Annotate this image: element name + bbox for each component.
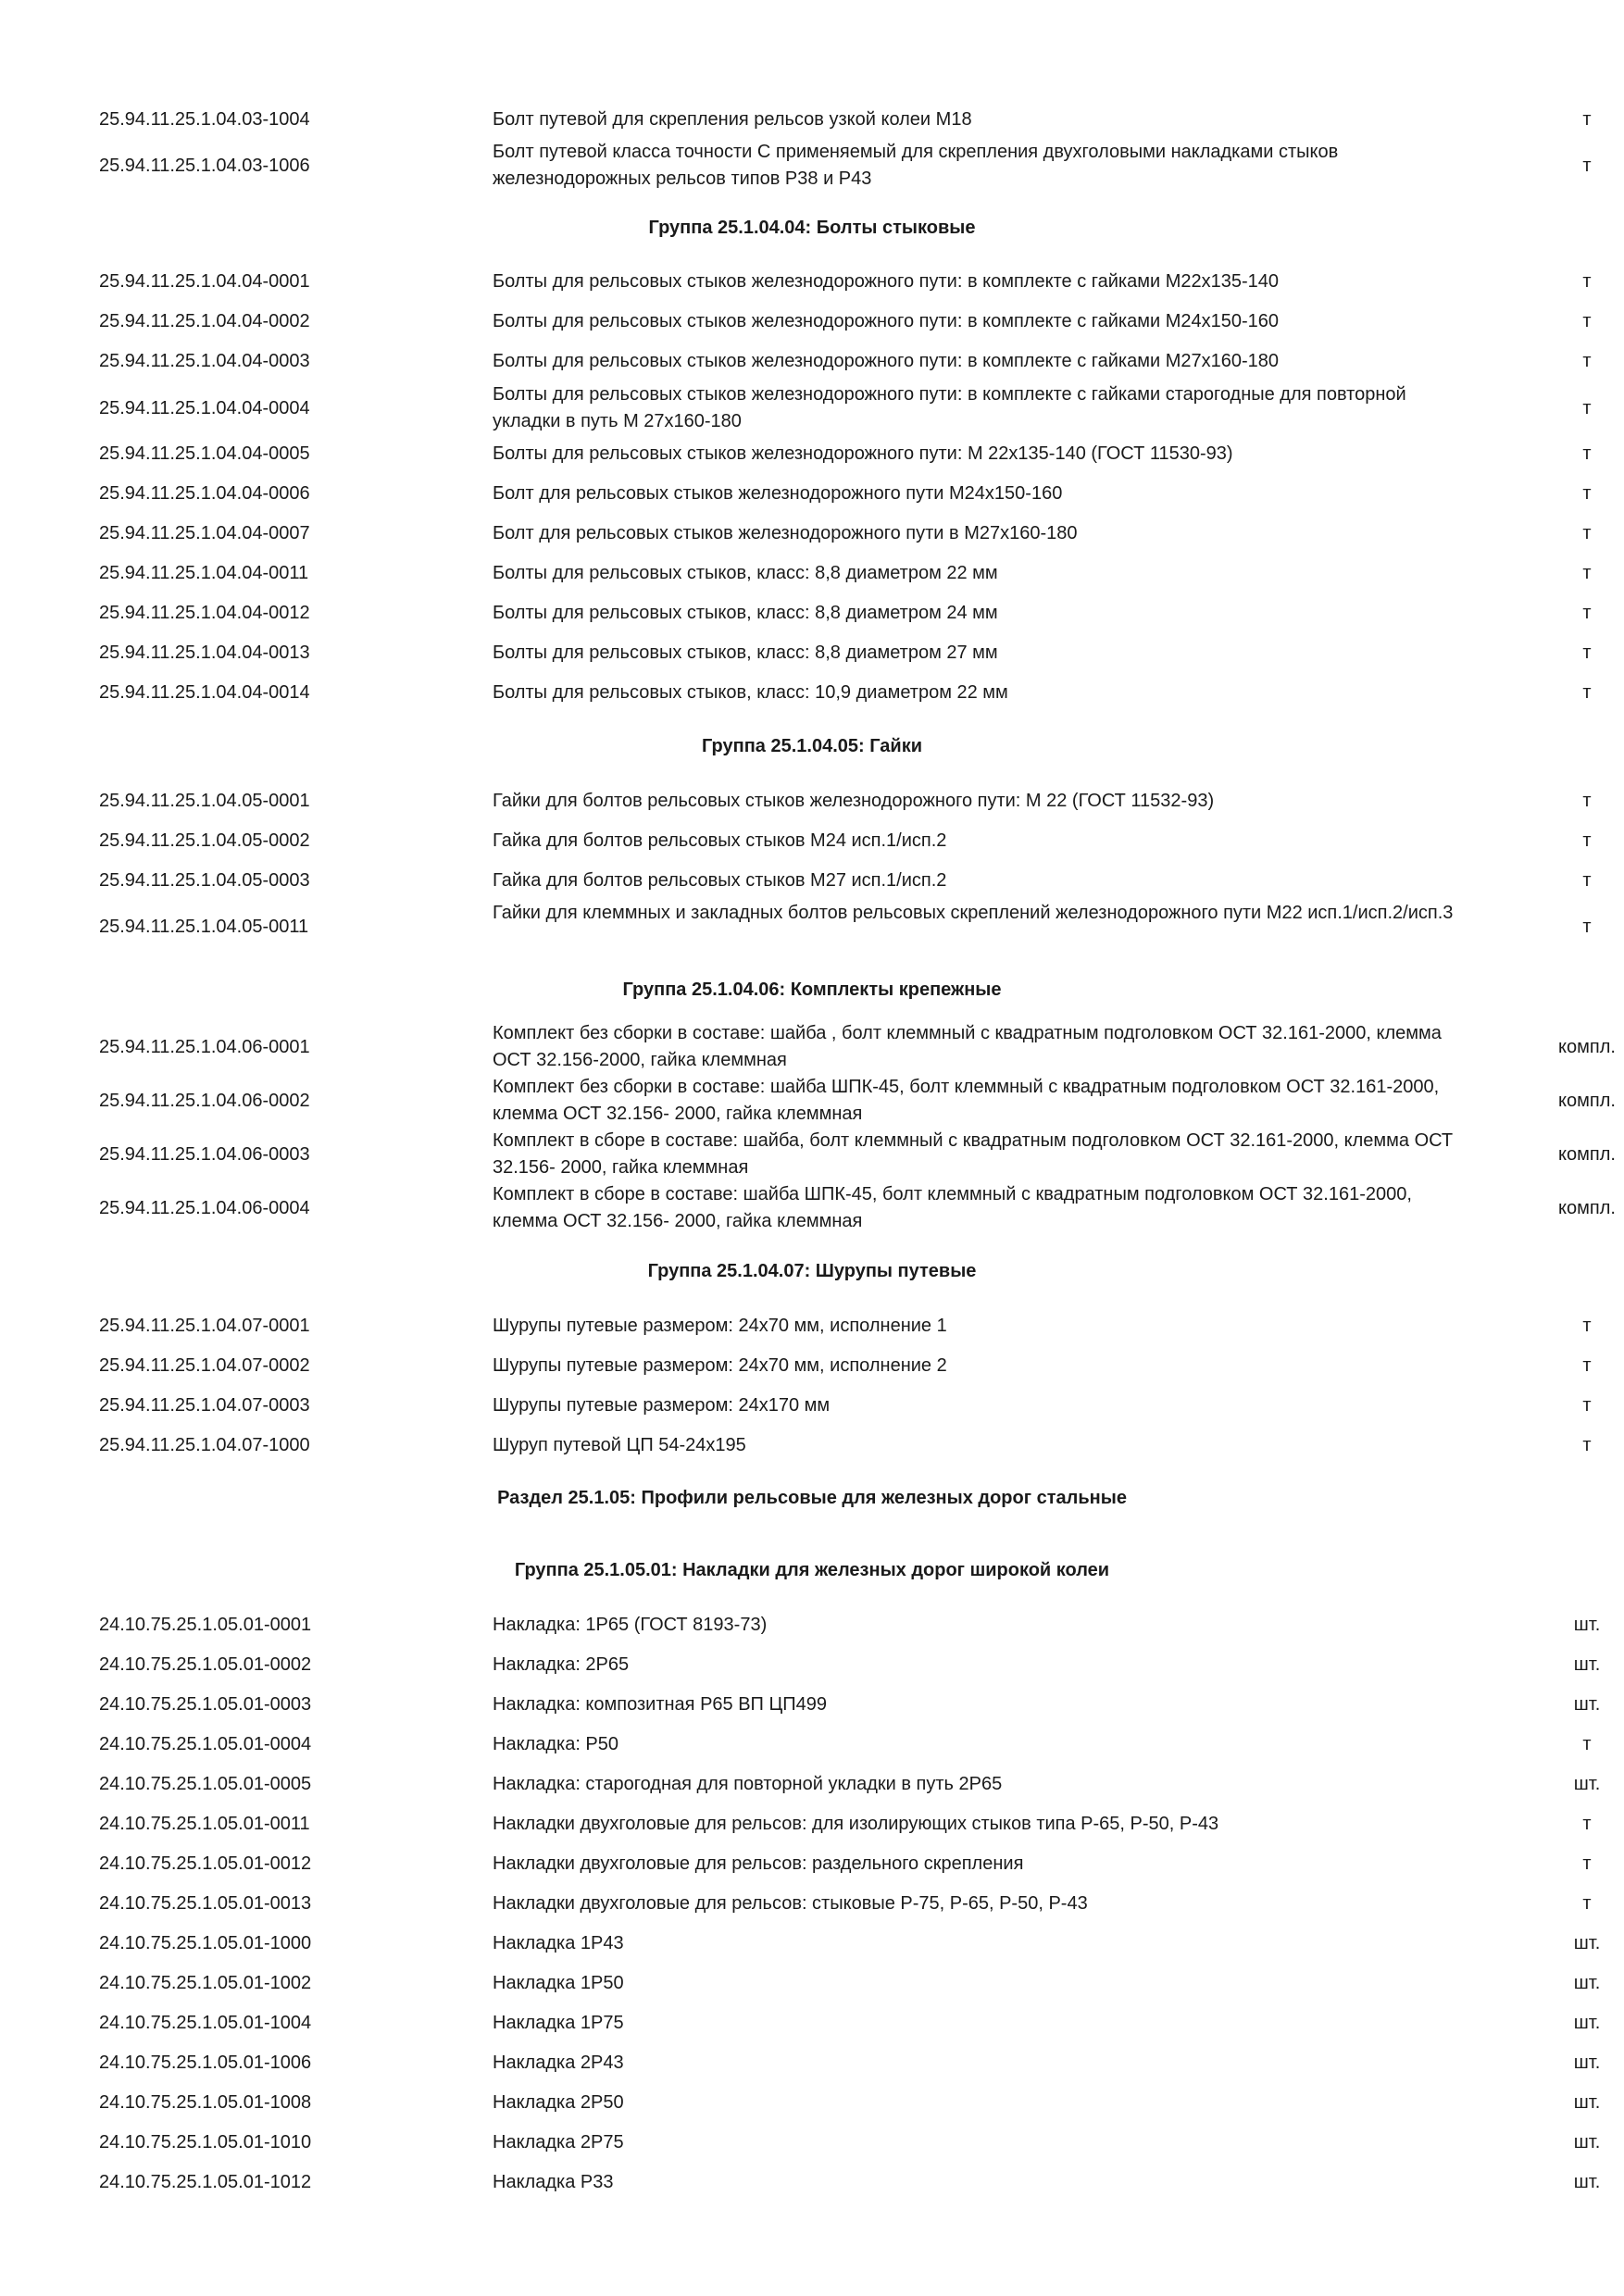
unit-of-measure: т <box>1582 1355 1592 1376</box>
resource-description: Комплект в сборе в составе: шайба ШПК-45, болт клеммный с квадратным подголовком ОСТ 32.161-2000, клемма ОСТ 32.156- 2000, гайка клеммная <box>493 1184 1412 1231</box>
resource-description: Болт путевой класса точности С применяемый для скрепления двухголовыми накладками стыков железнодорожных рельсов типов Р38 и Р43 <box>493 142 1339 189</box>
unit-of-measure: шт. <box>1573 1973 1601 1993</box>
unit-of-measure: шт. <box>1573 1774 1601 1794</box>
resource-code: 25.94.11.25.1.04.04-0014 <box>99 682 310 703</box>
resource-description: Накладка 1Р75 <box>493 2013 624 2033</box>
resource-code: 25.94.11.25.1.04.04-0003 <box>99 351 310 371</box>
resource-code: 25.94.11.25.1.04.07-0002 <box>99 1355 310 1376</box>
resource-description: Накладки двухголовые для рельсов: стыковые Р-75, Р-65, Р-50, Р-43 <box>493 1893 1088 1914</box>
resource-description: Накладка 1Р43 <box>493 1933 624 1953</box>
unit-of-measure: компл. <box>1558 1037 1616 1057</box>
resource-description: Накладка 2Р50 <box>493 2092 624 2113</box>
resource-description: Болты для рельсовых стыков, класс: 8,8 диаметром 27 мм <box>493 643 998 663</box>
group-heading: Группа 25.1.04.04: Болты стыковые <box>648 218 976 238</box>
unit-of-measure: шт. <box>1573 2132 1601 2152</box>
resource-description: Гайки для болтов рельсовых стыков железнодорожного пути: М 22 (ГОСТ 11532-93) <box>493 791 1215 811</box>
unit-of-measure: шт. <box>1573 1654 1601 1675</box>
resource-description: Болты для рельсовых стыков, класс: 10,9 диаметром 22 мм <box>493 682 1008 703</box>
resource-code: 25.94.11.25.1.04.06-0001 <box>99 1037 310 1057</box>
resource-code: 25.94.11.25.1.04.07-0003 <box>99 1395 310 1416</box>
unit-of-measure: т <box>1582 483 1592 504</box>
resource-description: Гайка для болтов рельсовых стыков М27 исп.1/исп.2 <box>493 870 947 891</box>
unit-of-measure: т <box>1582 791 1592 811</box>
resource-code: 25.94.11.25.1.04.04-0002 <box>99 311 310 331</box>
resource-code: 25.94.11.25.1.04.05-0001 <box>99 791 310 811</box>
unit-of-measure: т <box>1582 917 1592 937</box>
unit-of-measure: т <box>1582 398 1592 418</box>
resource-description: Болт путевой для скрепления рельсов узкой колеи М18 <box>493 109 972 130</box>
resource-description: Шурупы путевые размером: 24х70 мм, исполнение 1 <box>493 1316 947 1336</box>
resource-code: 25.94.11.25.1.04.05-0003 <box>99 870 310 891</box>
resource-code: 25.94.11.25.1.04.07-0001 <box>99 1316 310 1336</box>
unit-of-measure: т <box>1582 351 1592 371</box>
resource-description: Болты для рельсовых стыков, класс: 8,8 диаметром 24 мм <box>493 603 998 623</box>
resource-code: 24.10.75.25.1.05.01-0002 <box>99 1654 312 1675</box>
resource-description: Гайка для болтов рельсовых стыков М24 исп.1/исп.2 <box>493 830 947 851</box>
resource-description: Шурупы путевые размером: 24х70 мм, исполнение 2 <box>493 1355 947 1376</box>
resource-code: 25.94.11.25.1.04.04-0001 <box>99 271 310 292</box>
resource-code: 25.94.11.25.1.04.06-0003 <box>99 1144 310 1165</box>
unit-of-measure: т <box>1582 1893 1592 1914</box>
unit-of-measure: шт. <box>1573 1615 1601 1635</box>
resource-code: 25.94.11.25.1.04.05-0011 <box>99 917 309 937</box>
resource-code: 25.94.11.25.1.04.07-1000 <box>99 1435 310 1455</box>
unit-of-measure: компл. <box>1558 1091 1616 1111</box>
resource-code: 24.10.75.25.1.05.01-1000 <box>99 1933 312 1953</box>
resource-description: Шурупы путевые размером: 24х170 мм <box>493 1395 831 1416</box>
unit-of-measure: т <box>1582 1814 1592 1834</box>
resource-description: Накладка: 2Р65 <box>493 1654 630 1675</box>
unit-of-measure: компл. <box>1558 1144 1616 1165</box>
unit-of-measure: шт. <box>1573 2092 1601 2113</box>
resource-code: 24.10.75.25.1.05.01-0012 <box>99 1853 312 1874</box>
unit-of-measure: т <box>1582 523 1592 543</box>
resource-description: Накладка 2Р43 <box>493 2053 624 2073</box>
resource-description: Накладка: композитная Р65 ВП ЦП499 <box>493 1694 828 1715</box>
resource-code: 24.10.75.25.1.05.01-0013 <box>99 1893 312 1914</box>
unit-of-measure: т <box>1582 109 1592 130</box>
unit-of-measure: т <box>1582 643 1592 663</box>
resource-description: Комплект без сборки в составе: шайба ШПК-45, болт клеммный с квадратным подголовком ОСТ 32.161-2000, клемма ОСТ 32.156- 2000, гайка клеммная <box>493 1077 1440 1124</box>
group-heading: Группа 25.1.04.07: Шурупы путевые <box>647 1261 977 1281</box>
resource-code: 25.94.11.25.1.04.06-0002 <box>99 1091 310 1111</box>
unit-of-measure: т <box>1582 603 1592 623</box>
resource-description: Комплект в сборе в составе: шайба, болт клеммный с квадратным подголовком ОСТ 32.161-2000, клемма ОСТ 32.156- 2000, гайка клеммная <box>493 1130 1454 1178</box>
resource-code: 24.10.75.25.1.05.01-0011 <box>99 1814 310 1834</box>
resource-code: 24.10.75.25.1.05.01-1012 <box>99 2172 312 2192</box>
resource-code: 24.10.75.25.1.05.01-1008 <box>99 2092 312 2113</box>
unit-of-measure: шт. <box>1573 1933 1601 1953</box>
resource-code: 25.94.11.25.1.04.04-0012 <box>99 603 310 623</box>
resource-description: Болты для рельсовых стыков, класс: 8,8 диаметром 22 мм <box>493 563 998 583</box>
resource-code: 25.94.11.25.1.04.04-0013 <box>99 643 310 663</box>
resource-code: 24.10.75.25.1.05.01-0001 <box>99 1615 312 1635</box>
resource-description: Болт для рельсовых стыков железнодорожного пути М24х150-160 <box>493 483 1063 504</box>
resource-description: Накладка 2Р75 <box>493 2132 624 2152</box>
resource-code: 24.10.75.25.1.05.01-1002 <box>99 1973 312 1993</box>
resource-code: 25.94.11.25.1.04.04-0005 <box>99 443 310 464</box>
unit-of-measure: шт. <box>1573 2053 1601 2073</box>
unit-of-measure: шт. <box>1573 1694 1601 1715</box>
resource-description: Болт для рельсовых стыков железнодорожного пути в М27х160-180 <box>493 523 1078 543</box>
resource-description: Накладка: Р50 <box>493 1734 619 1754</box>
unit-of-measure: т <box>1582 311 1592 331</box>
resource-code: 25.94.11.25.1.04.06-0004 <box>99 1198 310 1218</box>
resource-description: Комплект без сборки в составе: шайба , болт клеммный с квадратным подголовком ОСТ 32.161-2000, клемма ОСТ 32.156-2000, гайка клеммная <box>493 1023 1442 1070</box>
resource-code: 25.94.11.25.1.04.03-1004 <box>99 109 310 130</box>
resource-code: 24.10.75.25.1.05.01-1006 <box>99 2053 312 2073</box>
resource-code: 25.94.11.25.1.04.04-0011 <box>99 563 309 583</box>
resource-code: 24.10.75.25.1.05.01-0003 <box>99 1694 312 1715</box>
resource-description: Болты для рельсовых стыков железнодорожного пути: М 22х135-140 (ГОСТ 11530-93) <box>493 443 1233 464</box>
resource-code: 25.94.11.25.1.04.04-0007 <box>99 523 310 543</box>
resource-code: 25.94.11.25.1.04.05-0002 <box>99 830 310 851</box>
resource-code: 24.10.75.25.1.05.01-1010 <box>99 2132 312 2152</box>
resource-description: Шуруп путевой ЦП 54-24х195 <box>493 1435 746 1455</box>
resource-code: 24.10.75.25.1.05.01-0004 <box>99 1734 312 1754</box>
group-heading: Группа 25.1.05.01: Накладки для железных дорог широкой колеи <box>514 1560 1110 1580</box>
resource-code: 25.94.11.25.1.04.04-0006 <box>99 483 310 504</box>
unit-of-measure: т <box>1582 830 1592 851</box>
group-heading: Группа 25.1.04.06: Комплекты крепежные <box>622 980 1002 1000</box>
unit-of-measure: т <box>1582 682 1592 703</box>
unit-of-measure: т <box>1582 443 1592 464</box>
unit-of-measure: т <box>1582 1435 1592 1455</box>
resource-code: 24.10.75.25.1.05.01-0005 <box>99 1774 312 1794</box>
resource-description: Накладки двухголовые для рельсов: для изолирующих стыков типа Р-65, Р-50, Р-43 <box>493 1814 1219 1834</box>
unit-of-measure: компл. <box>1558 1198 1616 1218</box>
unit-of-measure: т <box>1582 1853 1592 1874</box>
unit-of-measure: т <box>1582 563 1592 583</box>
unit-of-measure: т <box>1582 1395 1592 1416</box>
resource-code: 25.94.11.25.1.04.04-0004 <box>99 398 310 418</box>
resource-description: Накладка: 1Р65 (ГОСТ 8193-73) <box>493 1615 768 1635</box>
unit-of-measure: т <box>1582 1316 1592 1336</box>
unit-of-measure: шт. <box>1573 2013 1601 2033</box>
unit-of-measure: т <box>1582 870 1592 891</box>
resource-description: Накладка Р33 <box>493 2172 614 2192</box>
resource-code: 24.10.75.25.1.05.01-1004 <box>99 2013 312 2033</box>
unit-of-measure: т <box>1582 271 1592 292</box>
resource-code: 25.94.11.25.1.04.03-1006 <box>99 156 310 176</box>
group-heading: Группа 25.1.04.05: Гайки <box>701 736 923 756</box>
unit-of-measure: т <box>1582 1734 1592 1754</box>
unit-of-measure: шт. <box>1573 2172 1601 2192</box>
section-heading: Раздел 25.1.05: Профили рельсовые для железных дорог стальные <box>497 1488 1127 1508</box>
unit-of-measure: т <box>1582 156 1592 176</box>
resource-description: Гайки для клеммных и закладных болтов рельсовых скреплений железнодорожного пути М22 исп.1/исп.2/исп.3 <box>493 903 1454 923</box>
resource-description: Болты для рельсовых стыков железнодорожного пути: в комплекте с гайками старогодные для повторной укладки в путь М 27х160-180 <box>493 384 1406 431</box>
resource-description: Накладка 1Р50 <box>493 1973 624 1993</box>
resource-description: Болты для рельсовых стыков железнодорожного пути: в комплекте с гайками М22х135-140 <box>493 271 1279 292</box>
resource-description: Болты для рельсовых стыков железнодорожного пути: в комплекте с гайками М24х150-160 <box>493 311 1279 331</box>
resource-description: Накладки двухголовые для рельсов: раздельного скрепления <box>493 1853 1024 1874</box>
resource-description: Болты для рельсовых стыков железнодорожного пути: в комплекте с гайками М27х160-180 <box>493 351 1279 371</box>
resource-description: Накладка: старогодная для повторной укладки в путь 2Р65 <box>493 1774 1003 1794</box>
